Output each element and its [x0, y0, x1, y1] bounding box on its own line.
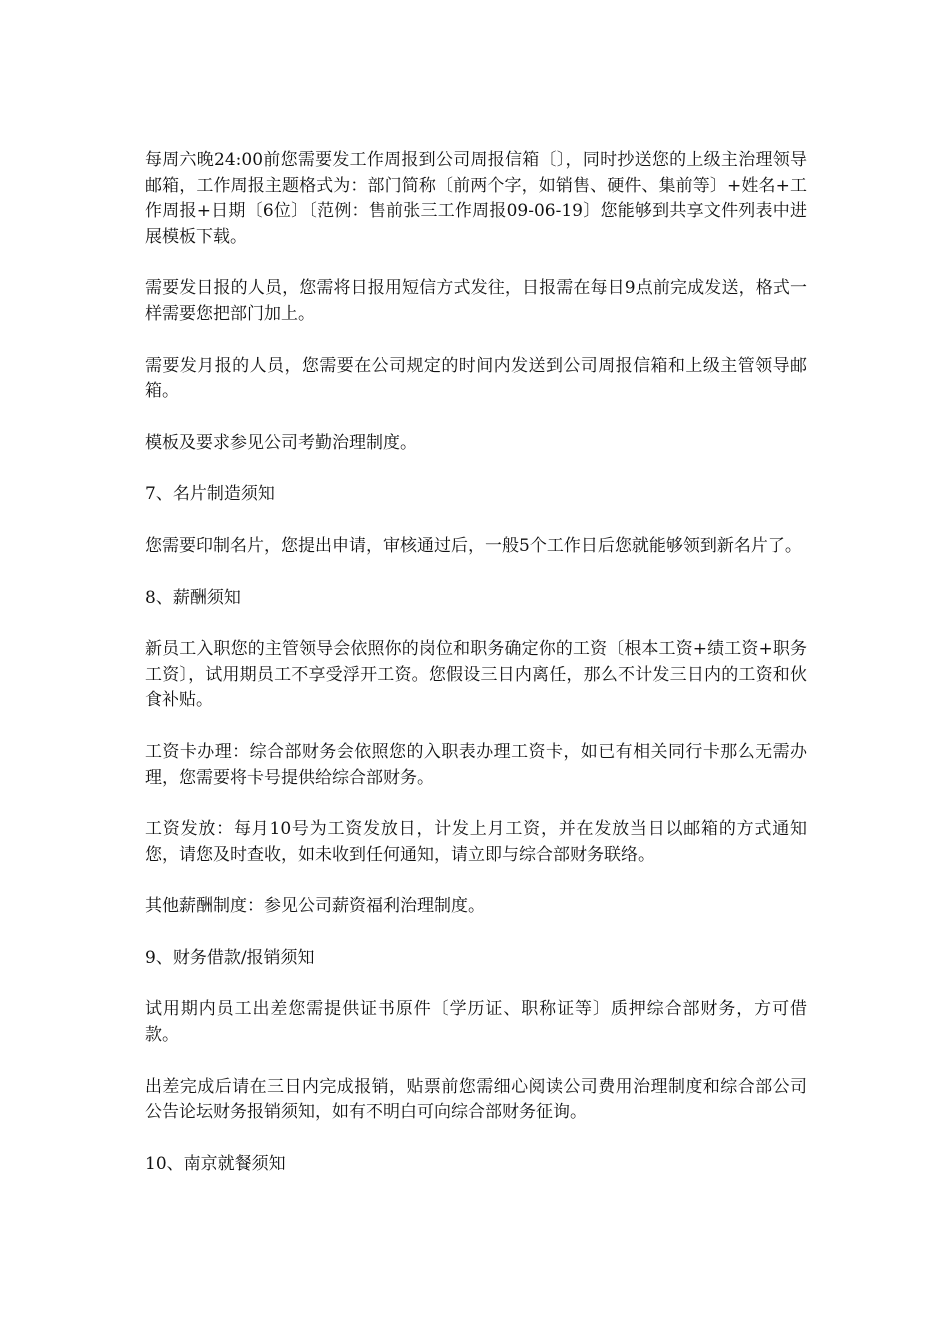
- paragraph-salary-new-employee: 新员工入职您的主管领导会依照你的岗位和职务确定你的工资〔根本工资+绩工资+职务工资〕，试用期员工不享受浮开工资。您假设三日内离任，那么不计发三日内的工资和伙食补贴。: [145, 639, 807, 711]
- paragraph-monthly-report: 需要发月报的人员，您需要在公司规定的时间内发送到公司周报信箱和上级主管领导邮箱。: [145, 355, 807, 402]
- document-body: [145, 148, 807, 1203]
- paragraph-daily-report: 需要发日报的人员，您需将日报用短信方式发往，日报需在每日9点前完成发送，格式一样需要您把部门加上。: [145, 278, 807, 324]
- paragraph-salary-other: 其他薪酬制度：参见公司薪资福利治理制度。: [145, 896, 485, 917]
- section-heading-salary: 8、薪酬须知: [145, 587, 241, 608]
- section-heading-business-card: 7、名片制造须知: [145, 484, 275, 505]
- paragraph-finance-loan: 试用期内员工出差您需提供证书原件〔学历证、职称证等〕质押综合部财务，方可借款。: [145, 999, 807, 1046]
- paragraph-weekly-report: 每周六晚24:00前您需要发工作周报到公司周报信箱〔〕，同时抄送您的上级主治理领导邮箱，工作周报主题格式为：部门简称〔前两个字，如销售、硬件、集前等〕+姓名+工作周报+日期〔6位〕〔范例：售前张三工作周报09-06-19〕您能够到共享文件列表中进展模板下载。: [145, 150, 807, 247]
- paragraph-template-reference: 模板及要求参见公司考勤治理制度。: [145, 432, 417, 453]
- paragraph-business-card: 您需要印制名片，您提出申请，审核通过后，一般5个工作日后您就能够领到新名片了。: [145, 535, 802, 556]
- paragraph-salary-card: 工资卡办理：综合部财务会依照您的入职表办理工资卡，如已有相关同行卡那么无需办理，您需要将卡号提供给综合部财务。: [145, 741, 807, 788]
- paragraph-salary-payment: 工资发放：每月10号为工资发放日，计发上月工资，并在发放当日以邮箱的方式通知您，请您及时查收，如未收到任何通知，请立即与综合部财务联络。: [145, 819, 807, 865]
- section-heading-dining: 10、南京就餐须知: [145, 1153, 286, 1174]
- section-heading-finance: 9、财务借款/报销须知: [145, 947, 315, 968]
- paragraph-finance-reimbursement: 出差完成后请在三日内完成报销，贴票前您需细心阅读公司费用治理制度和综合部公司公告论坛财务报销须知，如有不明白可向综合部财务征询。: [145, 1076, 807, 1123]
